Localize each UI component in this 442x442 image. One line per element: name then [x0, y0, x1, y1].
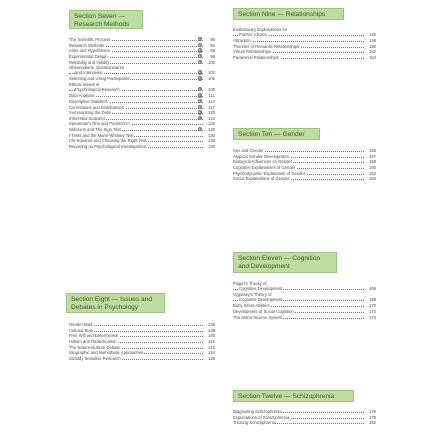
- toc-entry-page: 100: [204, 60, 215, 65]
- toc-entry-title: Observations, Questionnaires: [69, 65, 125, 71]
- toc-entry-page: 114: [204, 99, 215, 104]
- toc-entry-title: Summarising the Data: [69, 110, 111, 116]
- toc-entry-title: Explanations of Schizophrenia: [233, 414, 290, 420]
- heading-line: Section Ten — Gender: [238, 131, 305, 138]
- toc-entry-title: Aims and Hypotheses: [69, 48, 110, 54]
- toc-entry-page: 179: [365, 415, 376, 420]
- toc-entry-title: Correlations and Distributions: [69, 104, 124, 110]
- exam-marker-icon: ●: [198, 37, 201, 41]
- toc-entry: [69, 110, 215, 115]
- toc-entry-title-continued: Cognitive Development: [239, 286, 283, 291]
- toc-entry: [69, 356, 215, 361]
- toc-entry-page: 90: [204, 37, 215, 42]
- toc-entry-title-continued: and Interviews: [75, 70, 102, 76]
- toc-entry: [233, 281, 376, 291]
- toc-entry: [233, 315, 376, 320]
- section-twelve-heading: [233, 390, 354, 402]
- exam-marker-icon: ●: [198, 42, 201, 47]
- exam-marker-icon: ●: [198, 59, 201, 64]
- toc-entry: [69, 43, 215, 48]
- toc-entry-title: Sex and Gender: [233, 148, 264, 153]
- toc-entry: [69, 121, 215, 126]
- heading-line: Research Methods: [74, 21, 130, 29]
- section-nine-entries: [233, 27, 376, 61]
- heading-line: and Development: [238, 263, 290, 271]
- toc-entry: [233, 55, 376, 60]
- exam-marker-icon: ●: [198, 53, 201, 58]
- toc-entry-title: Treating Schizophrenia: [233, 420, 276, 426]
- toc-entry-title: Early Infant Abilities: [233, 303, 270, 309]
- exam-marker-icon: ●: [198, 87, 201, 92]
- toc-entry: [69, 127, 215, 132]
- toc-entry-page: 152: [365, 49, 376, 54]
- toc-entry-title: Attraction: [233, 38, 251, 44]
- exam-marker-icon: ●: [198, 115, 201, 120]
- toc-entry: [233, 309, 376, 314]
- toc-entry-title: The Mirror Neuron System: [233, 314, 283, 320]
- toc-entry-page: 132: [204, 138, 215, 143]
- toc-entry: [69, 37, 215, 42]
- toc-entry-title: Gender Bias: [69, 322, 93, 327]
- left-column: [69, 0, 215, 442]
- section-eight-entries: [69, 322, 215, 361]
- toc-entry-page: 154: [365, 55, 376, 60]
- toc-entry: [233, 49, 376, 54]
- section-eight-heading: [66, 293, 165, 313]
- toc-entry-title: Free Will and Determinism: [69, 333, 119, 339]
- toc-entry-title: Research Methods: [69, 42, 105, 48]
- toc-entry: [233, 154, 376, 159]
- toc-entry: [69, 65, 215, 75]
- toc-entry-title: Cognitive Explanations of Gender: [233, 164, 296, 170]
- exam-marker-icon: ●: [198, 98, 201, 103]
- exam-marker-icon: ●: [198, 110, 201, 115]
- toc-entry-title: Chi-Squared and Choosing the Right Test: [69, 138, 147, 144]
- toc-entry-title: The Scientific Process: [69, 37, 111, 42]
- toc-entry-title: Data Analysis: [69, 93, 95, 99]
- toc-entry: [233, 420, 376, 425]
- toc-entry: [233, 148, 376, 153]
- toc-entry-page: 158: [365, 159, 376, 164]
- section-twelve-entries: [233, 409, 376, 426]
- toc-entry-page: 134: [204, 144, 215, 149]
- toc-entry-page: 168: [365, 297, 376, 302]
- toc-entry-title: Social Explanations of Gender: [233, 176, 290, 182]
- toc-entry: [69, 48, 215, 53]
- toc-entry-title: Wilcoxon and The Sign Test: [69, 127, 121, 133]
- exam-marker-icon: ●: [198, 127, 201, 132]
- toc-entry-title: Inferential Statistics: [69, 115, 106, 121]
- heading-line: Section Twelve — Schizophrenia: [238, 393, 335, 400]
- toc-entry-title-continued: Cognitive Development: [239, 297, 283, 303]
- toc-entry: [233, 303, 376, 308]
- toc-entry-title: Evolutionary Explanations for: [233, 27, 288, 32]
- toc-entry: [69, 345, 215, 350]
- toc-entry-title: Experimental Design: [69, 53, 108, 59]
- toc-entry: [233, 176, 376, 181]
- toc-entry: [69, 144, 215, 149]
- toc-entry-title: Reporting on Psychological Investigations: [69, 143, 147, 149]
- toc-entry-title: Reliability and Validity: [69, 59, 110, 65]
- toc-entry-page: 98: [204, 54, 215, 59]
- toc-entry: [233, 159, 376, 164]
- toc-entry-page: 130: [204, 133, 215, 138]
- toc-entry-page: 162: [365, 171, 376, 176]
- heading-line: Debates in Psychology: [71, 304, 139, 312]
- toc-entry-page: 141: [204, 339, 215, 344]
- toc-entry: [69, 322, 215, 327]
- toc-entry-title: Diagnosing Schizophrenia: [233, 409, 282, 414]
- toc-entry-title: Vygotsky's Theory of: [233, 292, 272, 298]
- toc-entry-page: 160: [365, 165, 376, 170]
- section-eleven-heading: [233, 252, 337, 273]
- toc-entry: [233, 27, 376, 37]
- toc-entry-page: 164: [365, 176, 376, 181]
- toc-entry-title: Parasocial Relationships: [233, 55, 279, 61]
- toc-entry-page: 140: [204, 333, 215, 338]
- toc-entry-page: 174: [365, 315, 376, 320]
- toc-entry: [69, 60, 215, 65]
- toc-entry: [233, 171, 376, 176]
- heading-line: Section Eight — Issues and: [71, 296, 153, 303]
- toc-entry-title-continued: Psychological Research: [75, 87, 120, 93]
- toc-entry: [69, 339, 215, 344]
- toc-entry: [69, 93, 215, 98]
- toc-entry-title: Virtual Relationships: [233, 49, 272, 55]
- toc-entry-title: Atypical Gender Development: [233, 153, 289, 159]
- toc-entry-page: 144: [204, 350, 215, 355]
- toc-entry-page: 128: [204, 127, 215, 132]
- toc-entry-title: Holism and Reductionism: [69, 338, 117, 344]
- section-eleven-entries: [233, 281, 376, 320]
- section-seven-entries: [69, 37, 215, 150]
- toc-entry-title: Psychodynamic Explanation of Gender: [233, 170, 306, 176]
- toc-entry: [69, 138, 215, 143]
- toc-entry-title: Descriptive Statistics: [69, 98, 108, 104]
- toc-entry-title: Development of Social Cognition: [233, 309, 294, 315]
- toc-entry-page: 102: [204, 70, 215, 75]
- toc-entry-page: 145: [204, 356, 215, 361]
- toc-entry: [69, 76, 215, 81]
- toc-entry: [69, 82, 215, 92]
- toc-entry-page: 111: [204, 93, 215, 98]
- heading-line: Section Seven —: [74, 13, 125, 20]
- toc-entry: [69, 116, 215, 121]
- toc-entry-page: 142: [204, 345, 215, 350]
- heading-line: Section Nine — Relationships: [238, 11, 326, 18]
- toc-entry-title: t-Tests and the Mann-Whitney Test: [69, 132, 134, 138]
- section-seven-heading: [69, 10, 143, 29]
- toc-entry-page: 123: [204, 116, 215, 121]
- toc-entry: [233, 165, 376, 170]
- toc-entry: [69, 333, 215, 338]
- toc-entry-title: The Nature-Nurture Debate: [69, 344, 120, 350]
- heading-line: Section Eleven — Cognition: [238, 255, 321, 262]
- toc-entry: [233, 38, 376, 43]
- dot-leader: [233, 41, 364, 42]
- toc-entry: [69, 99, 215, 104]
- toc-entry-page: 117: [204, 105, 215, 110]
- toc-entry-page: 176: [365, 409, 376, 414]
- toc-entry: [69, 328, 215, 333]
- toc-entry-title: Biological Influences on Gender: [233, 159, 293, 165]
- toc-entry-title: Selecting and Using Participants: [69, 76, 130, 82]
- section-nine-heading: [233, 8, 344, 20]
- section-ten-entries: [233, 148, 376, 182]
- toc-entry: [69, 133, 215, 138]
- toc-entry: [69, 350, 215, 355]
- toc-entry-page: 96: [204, 48, 215, 53]
- toc-entry-title: Ethical Issues in: [69, 82, 100, 88]
- toc-entry-page: 92: [204, 43, 215, 48]
- toc-entry-title: Socially Sensitive Research: [69, 355, 121, 361]
- toc-entry-page: 156: [365, 148, 376, 153]
- toc-entry: [233, 409, 376, 414]
- toc-entry-title: Cultural Bias: [69, 327, 93, 333]
- exam-marker-icon: ●: [198, 76, 201, 81]
- toc-entry-title: Piaget's Theory of: [233, 281, 267, 286]
- toc-entry-page: 108: [204, 87, 215, 92]
- toc-entry-page: 126: [204, 121, 215, 126]
- right-column: [233, 0, 376, 442]
- toc-entry-page: 172: [365, 309, 376, 314]
- toc-entry-title-continued: Partner Choice: [239, 32, 267, 37]
- toc-entry: [69, 54, 215, 59]
- toc-entry-page: 150: [365, 44, 376, 49]
- toc-entry-page: 136: [204, 322, 215, 327]
- exam-marker-icon: ●: [198, 104, 201, 109]
- exam-marker-icon: ●: [198, 93, 201, 98]
- toc-entry-title: Theories of Romantic Relationships: [233, 43, 300, 49]
- toc-entry-page: 120: [204, 110, 215, 115]
- toc-entry: [69, 105, 215, 110]
- toc-entry-page: 146: [365, 32, 376, 37]
- toc-entry-title: Idiographic and Nomothetic Approaches: [69, 350, 144, 356]
- section-ten-heading: [233, 128, 320, 140]
- exam-marker-icon: ●: [198, 70, 201, 75]
- toc-entry: [233, 44, 376, 49]
- toc-entry-title: Spearman's Rho and Pearson's r: [69, 121, 131, 127]
- toc-entry-page: 148: [365, 38, 376, 43]
- toc-entry-page: 105: [204, 76, 215, 81]
- toc-entry-page: 138: [204, 328, 215, 333]
- toc-entry-page: 157: [365, 154, 376, 159]
- toc-entry: [233, 292, 376, 302]
- toc-entry: [233, 415, 376, 420]
- exam-marker-icon: ●: [198, 48, 201, 53]
- toc-entry-page: 182: [365, 420, 376, 425]
- toc-entry-page: 166: [365, 286, 376, 291]
- toc-entry-page: 170: [365, 303, 376, 308]
